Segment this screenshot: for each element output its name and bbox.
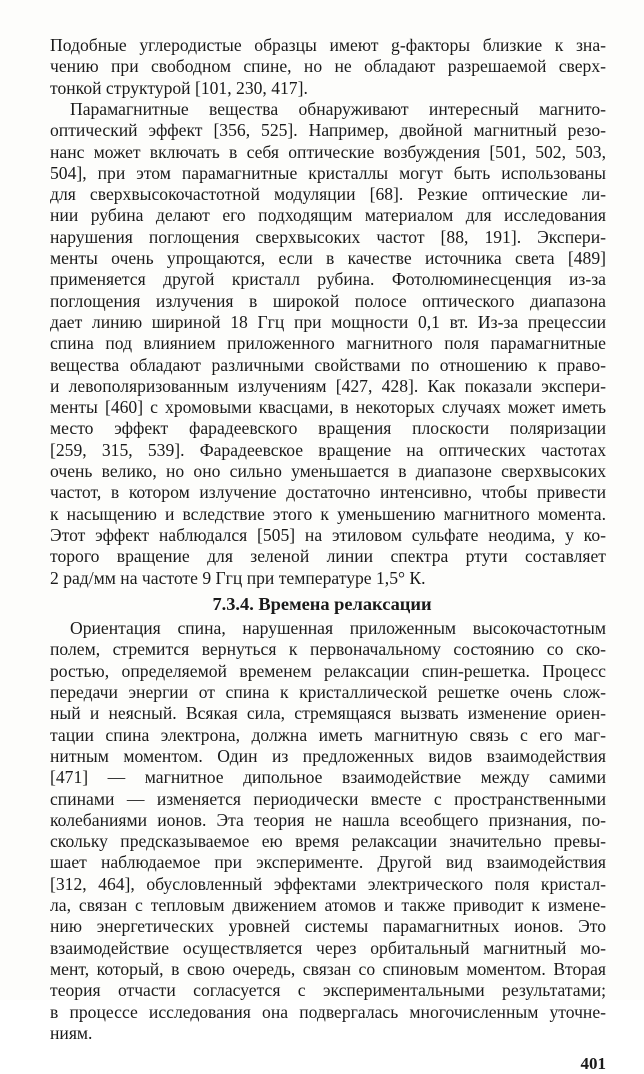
text-line: менты очень упрощаются, если в качестве источника света [489] bbox=[50, 248, 606, 268]
text-line: в процессе исследования она подвергалась многочисленным уточне- bbox=[50, 1001, 606, 1022]
text-line: Ориентация спина, нарушенная приложенным высокочастотным bbox=[70, 618, 606, 639]
text-line: Парамагнитные вещества обнаруживают интересный магнито- bbox=[70, 98, 606, 119]
text-line: дает линию шириной 18 Ггц при мощности 0,1 вт. Из-за прецессии bbox=[50, 311, 606, 332]
text-line: 2 рад/мм на частоте 9 Ггц при температуре 1,5° К. bbox=[50, 567, 426, 588]
text-line: Этот эффект наблюдался [505] на этиловом сульфате неодима, у ко- bbox=[50, 524, 606, 545]
text-line: ла, связан с тепловым движением атомов и также приводит к измене- bbox=[50, 895, 606, 915]
text-line: частот, в котором излучение достаточно интенсивно, чтобы привести bbox=[50, 482, 606, 503]
text-line: мент, который, в свою очередь, связан со спиновым моментом. Вторая bbox=[50, 958, 606, 979]
text-line: [471] — магнитное дипольное взаимодействие между самими bbox=[50, 767, 606, 788]
text-line: спинами — изменяется периодически вместе с пространственными bbox=[50, 788, 606, 809]
page-number: 401 bbox=[580, 1054, 606, 1074]
text-line: оптический эффект [356, 525]. Например, двойной магнитный резо- bbox=[50, 120, 606, 141]
text-line: ный и неясный. Всякая сила, стремящаяся вызвать изменение ориен- bbox=[50, 703, 606, 724]
text-line: и левополяризованным излучениям [427, 428]. Как показали экспери- bbox=[50, 375, 606, 396]
text-line: для сверхвысокочастотной модуляции [68]. Резкие оптические ли- bbox=[50, 184, 606, 205]
text-line: нарушения поглощения сверхвысоких частот [88, 191]. Экспери- bbox=[50, 226, 606, 247]
text-line: очень велико, но оно сильно уменьшается в диапазоне сверхвысоких bbox=[50, 461, 606, 481]
text-line: шает наблюдаемое при эксперименте. Другой вид взаимодействия bbox=[50, 852, 606, 873]
text-line: [312, 464], обусловленный эффектами электрического поля кристал- bbox=[50, 873, 606, 894]
text-line: спина под влиянием приложенного магнитного поля парамагнитные bbox=[50, 333, 606, 354]
text-line: передачи энергии от спина к кристаллической решетке очень слож- bbox=[50, 682, 606, 702]
text-line: скольку предсказываемое ею время релаксации значительно превы- bbox=[50, 831, 606, 852]
text-line: 504], при этом парамагнитные кристаллы могут быть использованы bbox=[50, 162, 606, 183]
text-line: взаимодействие осуществляется через орбитальный магнитный мо- bbox=[50, 937, 606, 958]
text-line: Подобные углеродистые образцы имеют g-факторы близкие к зна- bbox=[50, 35, 606, 55]
text-line: к насыщению и вследствие этого к уменьшению магнитного момента. bbox=[50, 503, 606, 524]
text-line: менты [460] с хромовыми квасцами, в некоторых случаях может иметь bbox=[50, 397, 606, 418]
text-line: тации спина электрона, должна иметь магнитную связь с его маг- bbox=[50, 724, 606, 745]
text-line: нанс может включать в себя оптические возбуждения [501, 502, 503, bbox=[50, 141, 606, 162]
text-line: полем, стремится вернуться к первоначальному состоянию со ско- bbox=[50, 639, 606, 660]
text-line: вещества обладают различными свойствами по отношению к право- bbox=[50, 354, 606, 375]
text-line: колебаниями ионов. Эта теория не нашла всеобщего признания, по- bbox=[50, 809, 606, 830]
text-line: чению при свободном спине, но не обладают разрешаемой сверх- bbox=[50, 56, 606, 77]
text-line: теория отчасти согласуется с экспериментальными результатами; bbox=[50, 980, 606, 1001]
text-line: тонкой структурой [101, 230, 417]. bbox=[50, 77, 308, 98]
text-line: место эффект фарадеевского вращения плоскости поляризации bbox=[50, 418, 606, 439]
text-line: нии рубина делают его подходящим материалом для исследования bbox=[50, 205, 606, 226]
text-line: нитным моментом. Один из предложенных видов взаимодействия bbox=[50, 745, 606, 766]
text-line: поглощения излучения в широкой полосе оптического диапазона bbox=[50, 290, 606, 311]
text-line: применяется другой кристалл рубина. Фотолюминесценция из-за bbox=[50, 269, 606, 290]
text-line: [259, 315, 539]. Фарадеевское вращение на оптических частотах bbox=[50, 439, 606, 460]
section-heading: 7.3.4. Времена релаксации bbox=[212, 593, 432, 614]
text-line: нию энергетических уровней системы парамагнитных ионов. Это bbox=[50, 916, 606, 937]
text-line: ростью, определяемой временем релаксации спин-решетка. Процесс bbox=[50, 660, 606, 681]
text-line: торого вращение для зеленой линии спектра ртути составляет bbox=[50, 546, 606, 567]
text-line: ниям. bbox=[50, 1022, 93, 1043]
